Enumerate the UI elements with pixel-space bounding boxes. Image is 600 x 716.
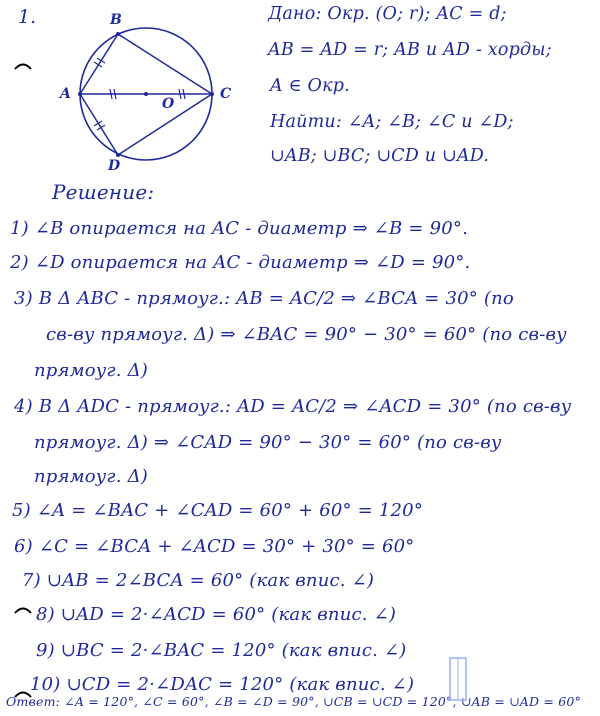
find-line: Найти: ∠A; ∠B; ∠C и ∠D; [270,112,514,132]
margin-mark-2 [14,604,32,614]
solution-step: 6) ∠C = ∠BCA + ∠ACD = 30° + 30° = 60° [14,536,415,557]
point-b [116,32,120,36]
solution-step: 3) В Δ ABC - прямоуг.: AB = AC/2 ⇒ ∠BCA = 30° (по [14,288,514,309]
answer-line: Ответ: ∠A = 120°, ∠C = 60°, ∠B = ∠D = 90°, ∪CB = ∪CD = 120°, ∪AB = ∪AD = 60° [6,694,582,709]
point-a [78,92,82,96]
solution-step: 10) ∪CD = 2·∠DAC = 120° (как впис. ∠) [30,674,415,695]
given-line: AB = AD = r; AB и AD - хорды; [268,40,552,60]
solution-step: 1) ∠B опирается на AC - диаметр ⇒ ∠B = 90°. [10,218,469,239]
solution-step: прямоуг. Δ) ⇒ ∠CAD = 90° − 30° = 60° (по св-ву [34,432,502,453]
solution-step: 4) В Δ ADC - прямоуг.: AD = AC/2 ⇒ ∠ACD = 30° (по св-ву [14,396,572,417]
geometry-figure [52,12,242,176]
point-d [116,153,120,157]
solution-step: 2) ∠D опирается на AC - диаметр ⇒ ∠D = 90°. [10,252,471,273]
margin-mark-1 [14,60,32,70]
text-cursor-box [448,656,472,704]
solution-step: 8) ∪AD = 2·∠ACD = 60° (как впис. ∠) [36,604,397,625]
label-b: B [110,12,122,28]
solution-step: 5) ∠A = ∠BAC + ∠CAD = 60° + 60° = 120° [12,500,424,521]
chord-bc [118,34,212,94]
problem-number: 1. [18,6,37,28]
solution-step: прямоуг. Δ) [34,360,148,381]
solution-heading: Решение: [52,180,155,204]
label-o: O [162,96,175,112]
tick-ab-2 [97,58,105,63]
circle-diagram [52,12,242,172]
given-line: A ∈ Окр. [270,76,350,96]
label-d: D [108,158,121,174]
given-line: Дано: Окр. (O; r); AC = d; [268,4,507,24]
solution-step: прямоуг. Δ) [34,466,148,487]
solution-step: 9) ∪BC = 2·∠BAC = 120° (как впис. ∠) [36,640,407,661]
label-c: C [220,86,232,102]
chord-ad [80,94,118,155]
chord-ab [80,34,118,94]
find-line: ∪AB; ∪BC; ∪CD и ∪AD. [270,146,490,166]
label-a: A [60,86,71,102]
solution-step: св-ву прямоуг. Δ) ⇒ ∠BAC = 90° − 30° = 60° (по св-ву [46,324,567,345]
tick-ad-2 [97,125,105,130]
center-point-o [144,92,148,96]
solution-step: 7) ∪AB = 2∠BCA = 60° (как впис. ∠) [22,570,375,591]
point-c [210,92,214,96]
